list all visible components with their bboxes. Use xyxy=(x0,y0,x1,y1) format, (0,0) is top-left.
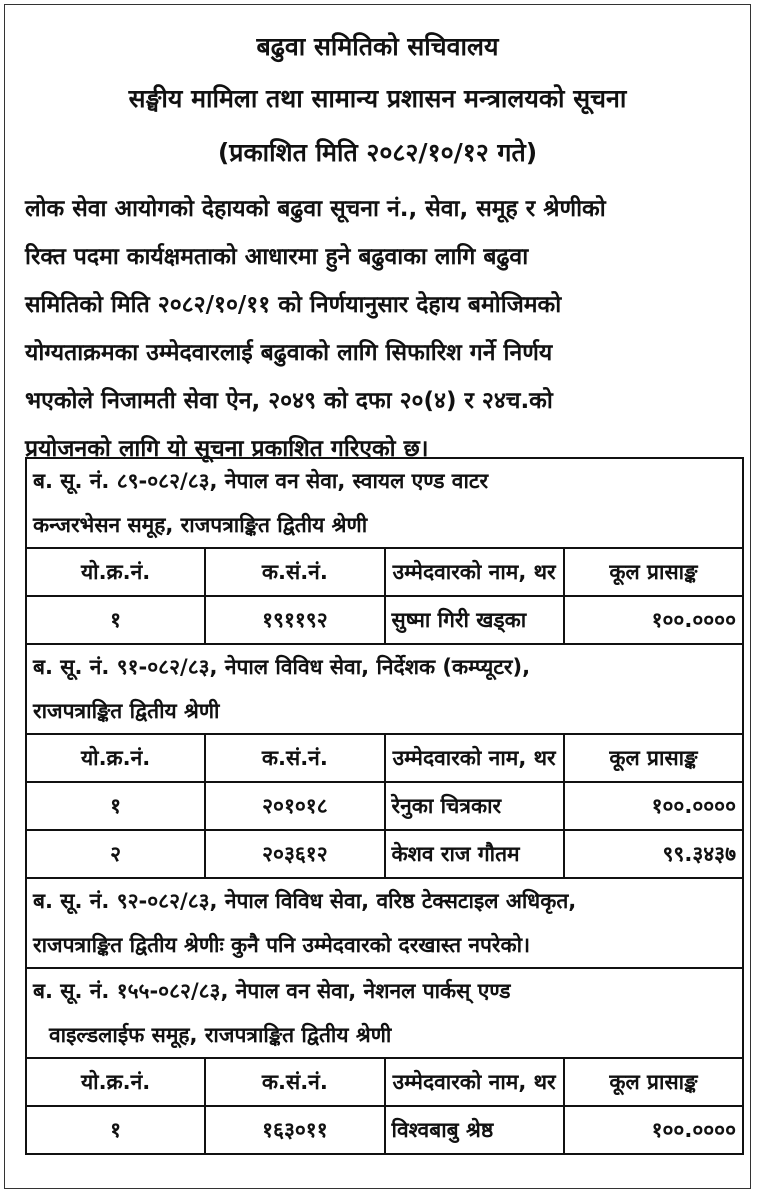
section-heading-line: ब. सू. नं. ८९-०८२/८३, नेपाल वन सेवा, स्वायल एण्ड वाटर xyxy=(33,469,489,493)
column-header-roll: क.सं.नं. xyxy=(205,734,384,782)
serial-cell: २ xyxy=(26,830,205,878)
column-header-serial: यो.क्र.नं. xyxy=(26,1058,205,1106)
column-header-serial: यो.क्र.नं. xyxy=(26,734,205,782)
serial-cell: १ xyxy=(26,782,205,830)
score-cell: ९९.३४३७ xyxy=(564,830,743,878)
score-cell: १००.०००० xyxy=(564,596,743,644)
score-cell: १००.०००० xyxy=(564,782,743,830)
section-heading-row xyxy=(26,644,743,734)
roll-cell: १६३०११ xyxy=(205,1106,384,1154)
section-heading xyxy=(26,644,743,734)
paragraph-line: भएकोले निजामती सेवा ऐन, २०४९ को दफा २०(४) र २४च.को xyxy=(25,388,553,414)
roll-cell: २०३६१२ xyxy=(205,830,384,878)
column-header-roll: क.सं.नं. xyxy=(205,548,384,596)
section-heading-line: कन्जरभेसन समूह, राजपत्राङ्कित द्वितीय श्रेणी xyxy=(33,513,368,537)
recommendation-table xyxy=(25,457,744,1155)
section-heading-line: राजपत्राङ्कित द्वितीय श्रेणीः कुनै पनि उम्मेदवारको दरखास्त नपरेको। xyxy=(33,933,531,957)
section-heading-line: वाइल्डलाईफ समूह, राजपत्राङ्कित द्वितीय श्रेणी xyxy=(49,1023,392,1047)
column-header-score: कूल प्रासाङ्क xyxy=(564,1058,743,1106)
paragraph-line: लोक सेवा आयोगको देहायको बढुवा सूचना नं., सेवा, समूह र श्रेणीको xyxy=(25,196,606,222)
paragraph-line: योग्यताक्रमका उम्मेदवारलाई बढुवाको लागि सिफारिश गर्ने निर्णय xyxy=(25,340,553,366)
section-heading xyxy=(26,968,743,1058)
serial-cell: १ xyxy=(26,596,205,644)
table-row xyxy=(26,596,743,644)
name-cell: केशव राज गौतम xyxy=(385,830,564,878)
paragraph-line: समितिको मिति २०८२/१०/११ को निर्णयानुसार देहाय बमोजिमको xyxy=(25,292,562,318)
section-heading-row xyxy=(26,458,743,548)
roll-cell: १९११९२ xyxy=(205,596,384,644)
section-heading-line: ब. सू. नं. ९२-०८२/८३, नेपाल विविध सेवा, वरिष्ठ टेक्सटाइल अधिकृत, xyxy=(33,889,577,913)
column-header-row xyxy=(26,548,743,596)
notice-subtitle: सङ्घीय मामिला तथा सामान्य प्रशासन मन्त्रालयको सूचना xyxy=(128,84,627,113)
paragraph-line: प्रयोजनको लागि यो सूचना प्रकाशित गरिएको छ। xyxy=(25,436,429,462)
name-cell: सुष्मा गिरी खड्का xyxy=(385,596,564,644)
section-heading-line: ब. सू. नं. १५५-०८२/८३, नेपाल वन सेवा, नेशनल पार्कस् एण्ड xyxy=(33,979,511,1003)
column-header-score: कूल प्रासाङ्क xyxy=(564,548,743,596)
column-header-serial: यो.क्र.नं. xyxy=(26,548,205,596)
column-header-name: उम्मेदवारको नाम, थर xyxy=(385,734,564,782)
section-heading xyxy=(26,458,743,548)
notice-title: बढुवा समितिको सचिवालय xyxy=(256,32,499,61)
table-row xyxy=(26,782,743,830)
name-cell: रेनुका चित्रकार xyxy=(385,782,564,830)
section-heading-row xyxy=(26,968,743,1058)
column-header-score: कूल प्रासाङ्क xyxy=(564,734,743,782)
column-header-row xyxy=(26,1058,743,1106)
name-cell: विश्वबाबु श्रेष्ठ xyxy=(385,1106,564,1154)
publication-date: (प्रकाशित मिति २०८२/१०/१२ गते) xyxy=(217,138,538,167)
notice-paragraph xyxy=(25,185,745,473)
serial-cell: १ xyxy=(26,1106,205,1154)
column-header-name: उम्मेदवारको नाम, थर xyxy=(385,1058,564,1106)
section-heading-line: ब. सू. नं. ९१-०८२/८३, नेपाल विविध सेवा, निर्देशक (कम्प्यूटर), xyxy=(33,655,531,679)
column-header-name: उम्मेदवारको नाम, थर xyxy=(385,548,564,596)
table-row xyxy=(26,1106,743,1154)
column-header-row xyxy=(26,734,743,782)
roll-cell: २०१०१८ xyxy=(205,782,384,830)
section-heading xyxy=(26,878,743,968)
score-cell: १००.०००० xyxy=(564,1106,743,1154)
notice-frame xyxy=(4,4,751,1189)
section-heading-line: राजपत्राङ्कित द्वितीय श्रेणी xyxy=(33,699,220,723)
section-heading-row xyxy=(26,878,743,968)
column-header-roll: क.सं.नं. xyxy=(205,1058,384,1106)
table-row xyxy=(26,830,743,878)
paragraph-line: रिक्त पदमा कार्यक्षमताको आधारमा हुने बढुवाका लागि बढुवा xyxy=(25,244,529,270)
